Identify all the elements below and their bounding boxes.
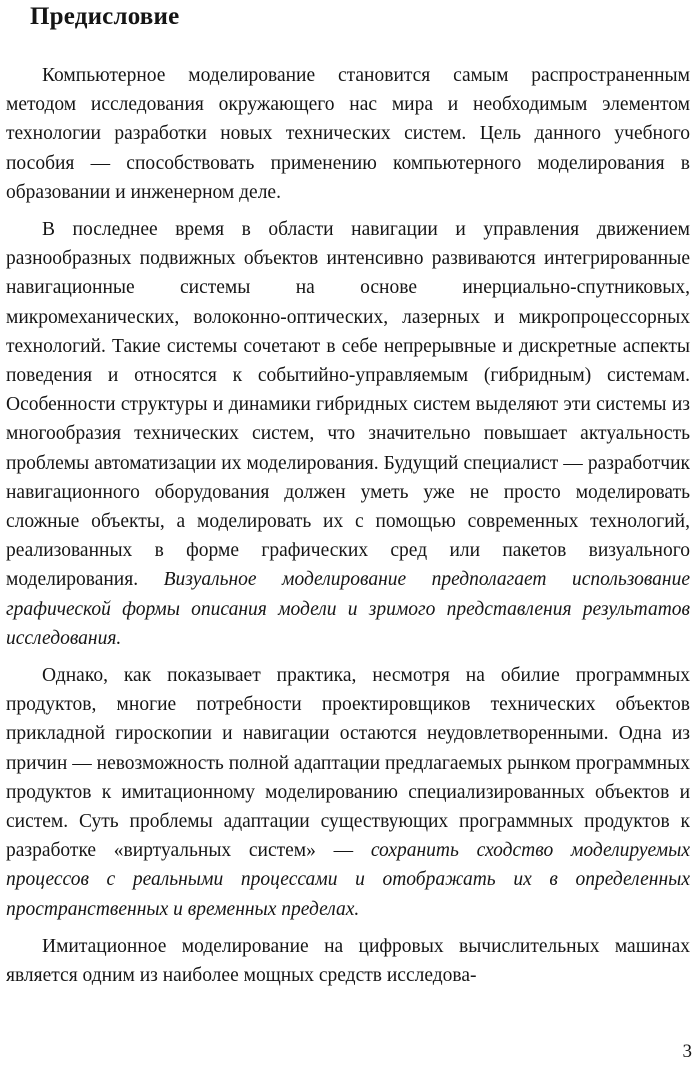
- paragraph-1-text: Компьютерное моделирование становится самым распространенным методом исследования окружающего нас мира и необходимым элементом технологии разработки новых технических систем. Цель данного учебного пособия — способствовать применению компьютерного моделирования в образовании и инженерном деле.: [6, 65, 690, 203]
- page-number: 3: [682, 1041, 692, 1062]
- paragraph-3-text: Однако, как показывает практика, несмотря на обилие программных продуктов, многие потребности проектировщиков технических объектов прикладной гироскопии и навигации остаются неудовлетворенными. Одна из причин — невозможность полной адаптации предлагаемых рынком программных продуктов к имитационному моделированию специализированных объектов и систем. Суть проблемы адаптации существующих программных продуктов к разработке «виртуальных систем» —: [6, 665, 690, 862]
- paragraph-2-italic-text: Визуальное моделирование предполагает использование графической формы описания модели и зримого представления результатов исследования.: [6, 569, 690, 649]
- body-text: [6, 61, 690, 998]
- paragraph-2-text: В последнее время в области навигации и управления движением разнообразных подвижных объектов интенсивно развиваются интегрированные навигационные системы на основе инерциально-спутниковых, микромеханических, волоконно-оптических, лазерных и микропроцессорных технологий. Такие системы сочетают в себе непрерывные и дискретные аспекты поведения и относятся к событийно-управляемым (гибридным) системам. Особенности структуры и динамики гибридных систем выделяют эти системы из многообразия технических систем, что значительно повышает актуальность проблемы автоматизации их моделирования. Будущий специалист — разработчик навигационного оборудования должен уметь уже не просто моделировать сложные объекты, а моделировать их с помощью современных технологий, реализованных в форме графических сред или пакетов визуального моделирования.: [6, 219, 690, 591]
- paragraph-4-text: Имитационное моделирование на цифровых вычислительных машинах является одним из наиболее мощных средств исследова-: [6, 935, 690, 987]
- paragraph-3: [6, 661, 690, 924]
- paragraph-3-italic-text: сохранить сходство моделируемых процессов с реальными процессами и отображать их в определенных пространственных и временных пределах.: [6, 840, 690, 920]
- paragraph-1: [6, 61, 690, 207]
- paragraph-4: [6, 932, 690, 990]
- paragraph-2: [6, 215, 690, 653]
- section-heading: Предисловие: [30, 3, 180, 30]
